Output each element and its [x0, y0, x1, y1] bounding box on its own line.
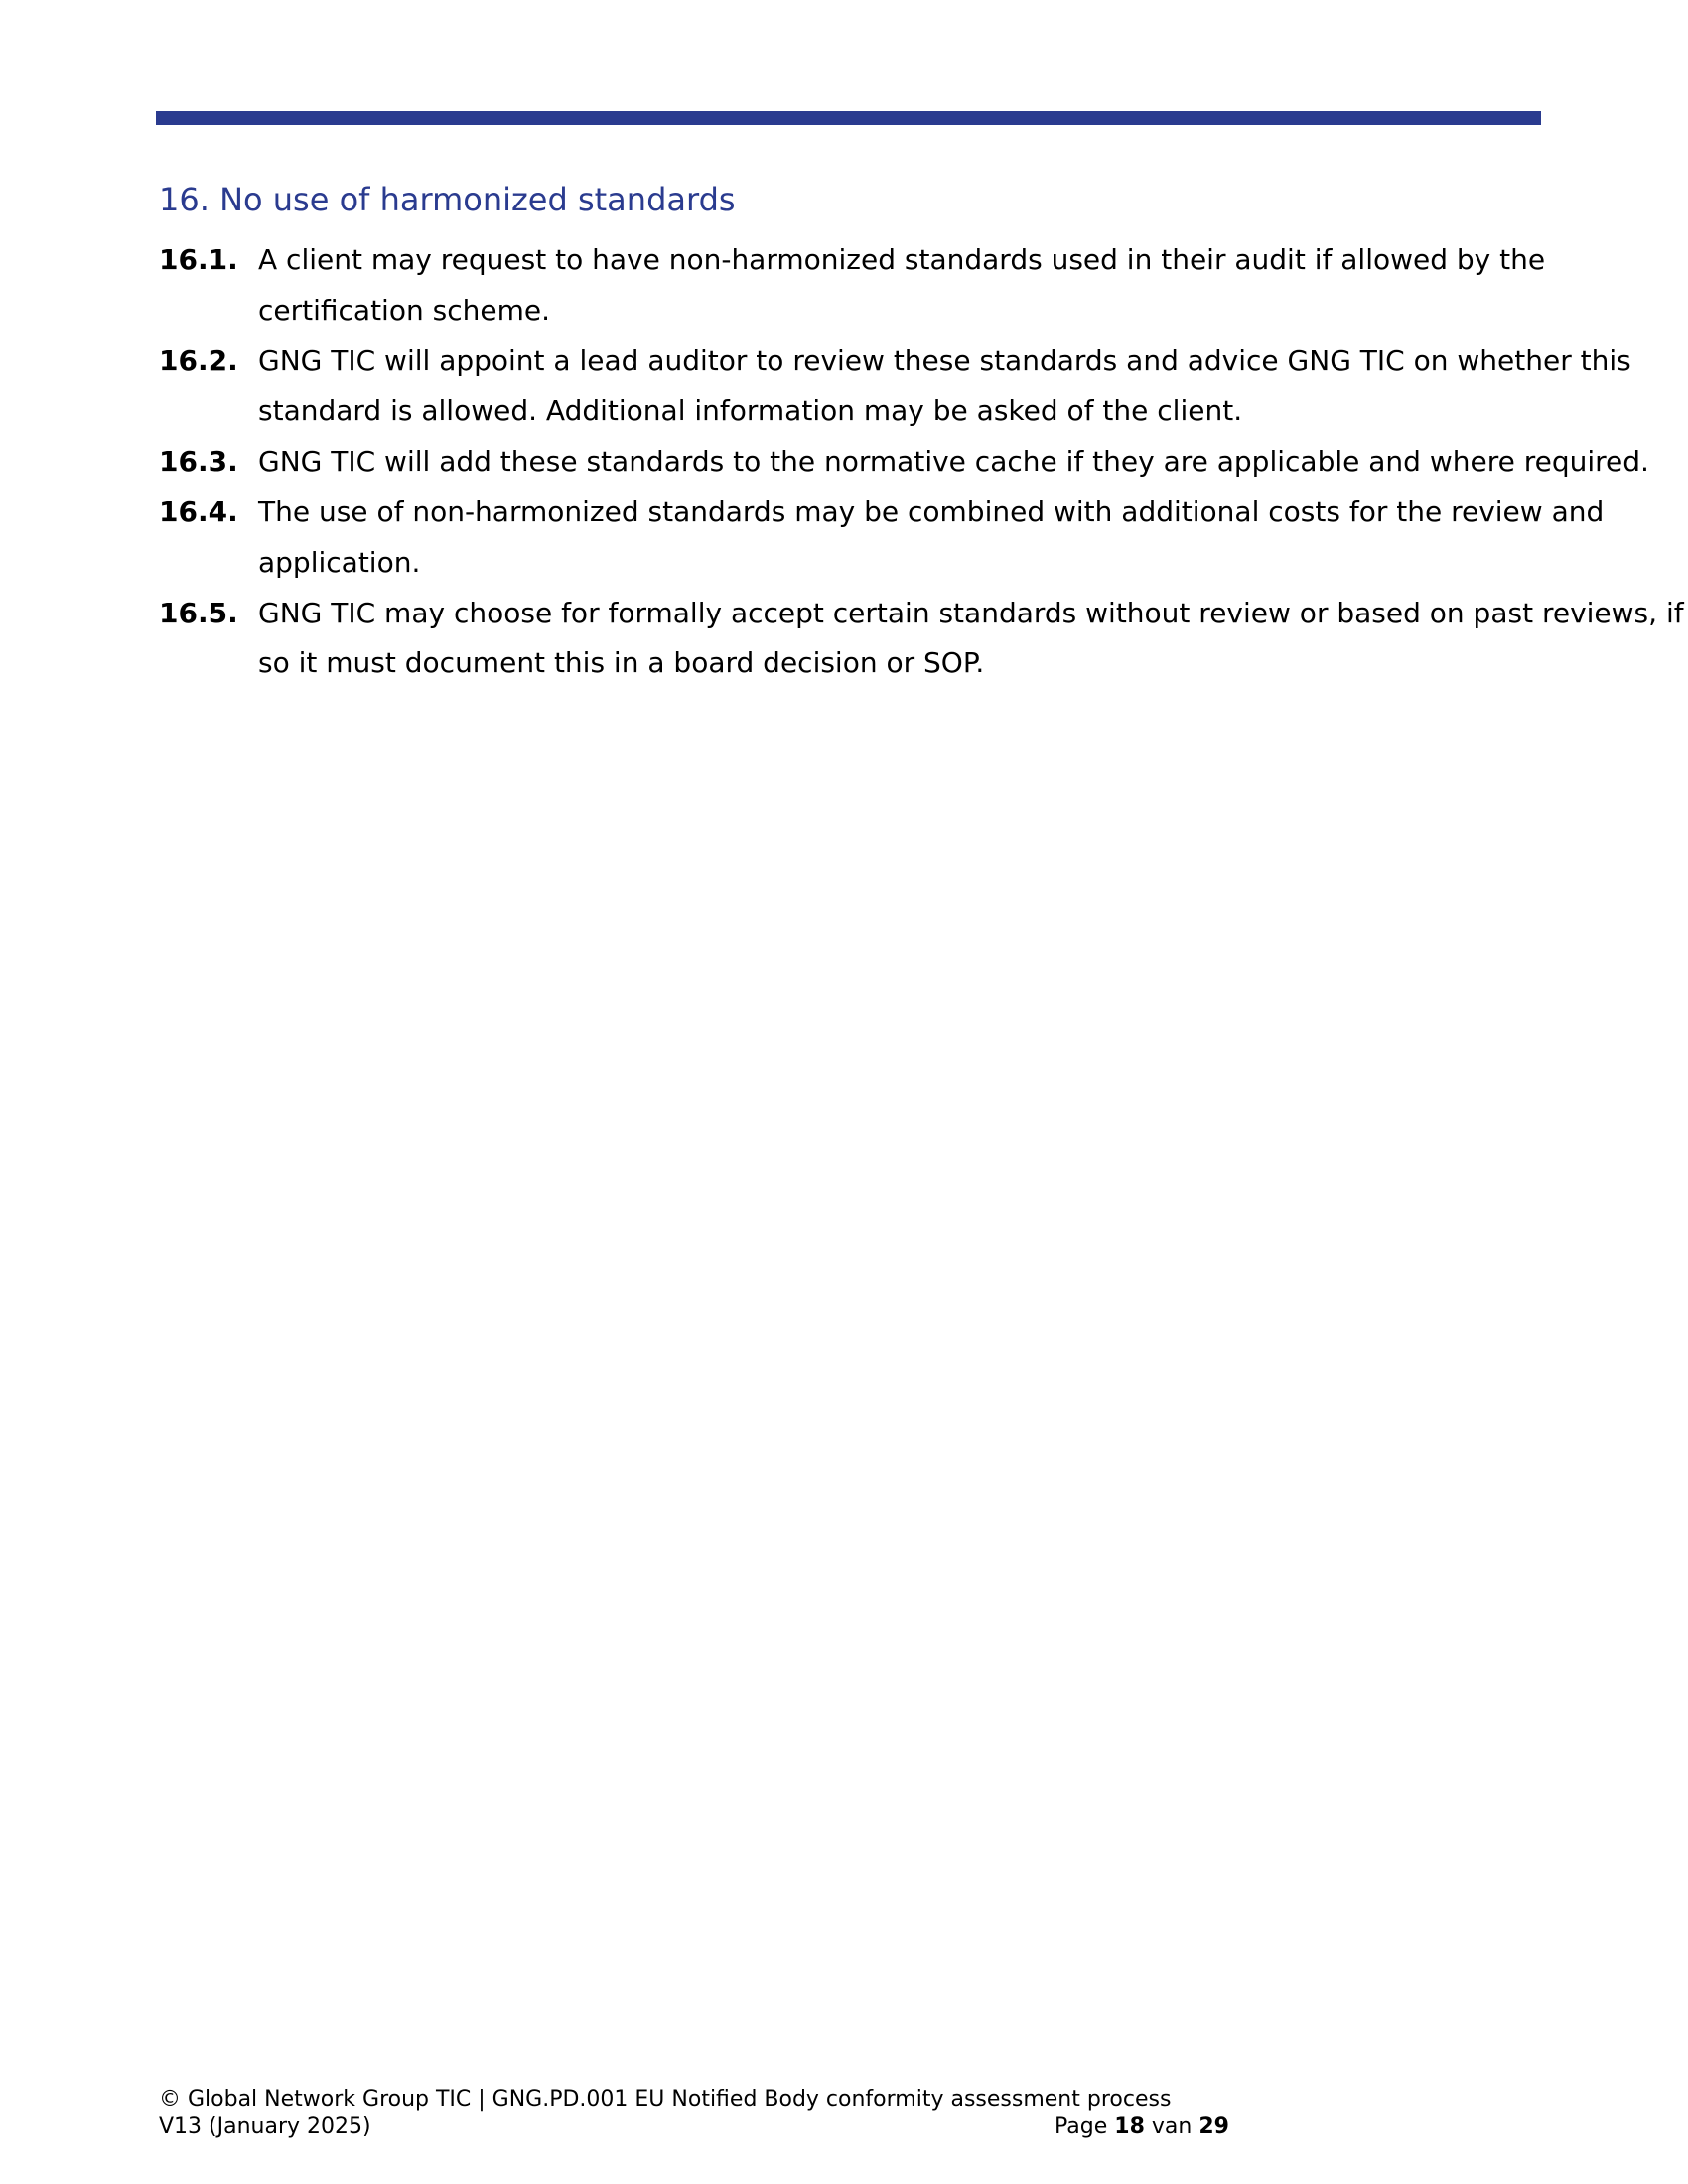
page-separator: van	[1151, 2115, 1193, 2139]
page-footer	[159, 2086, 1251, 2141]
header-rule	[156, 111, 1541, 125]
page-current: 18	[1114, 2115, 1145, 2139]
clause-text: GNG TIC will appoint a lead auditor to review these standards and advice GNG TIC on whether this standard is allowed. Additional information may be asked of the client.	[258, 343, 1631, 428]
footer-meta-line	[159, 2114, 1251, 2141]
clause-text: A client may request to have non-harmonized standards used in their audit if allowed by the certification scheme.	[258, 243, 1546, 327]
page-total: 29	[1198, 2115, 1229, 2139]
clause-item	[159, 589, 1688, 690]
clause-item	[159, 235, 1688, 337]
clause-number: 16.1.	[159, 243, 238, 276]
clause-number: 16.2.	[159, 343, 238, 377]
clause-text: GNG TIC may choose for formally accept certain standards without review or based on past reviews, if so it must document this in a board decision or SOP.	[258, 596, 1684, 680]
footer-version: V13 (January 2025)	[159, 2115, 371, 2139]
clause-item	[159, 437, 1688, 487]
clause-text: The use of non-harmonized standards may be combined with additional costs for the review and application.	[258, 494, 1605, 579]
page-label: Page	[1055, 2115, 1108, 2139]
clause-list	[159, 235, 1684, 689]
section-heading: 16. No use of harmonized standards	[159, 181, 736, 218]
clause-item	[159, 337, 1688, 438]
clause-number: 16.3.	[159, 445, 238, 478]
clause-number: 16.5.	[159, 596, 238, 629]
page-indicator	[1055, 2114, 1229, 2141]
clause-number: 16.4.	[159, 494, 238, 528]
clause-text: GNG TIC will add these standards to the normative cache if they are applicable and where required.	[258, 445, 1649, 478]
footer-copyright: © Global Network Group TIC | GNG.PD.001 EU Notified Body conformity assessment process	[159, 2087, 1172, 2112]
clause-item	[159, 487, 1688, 589]
